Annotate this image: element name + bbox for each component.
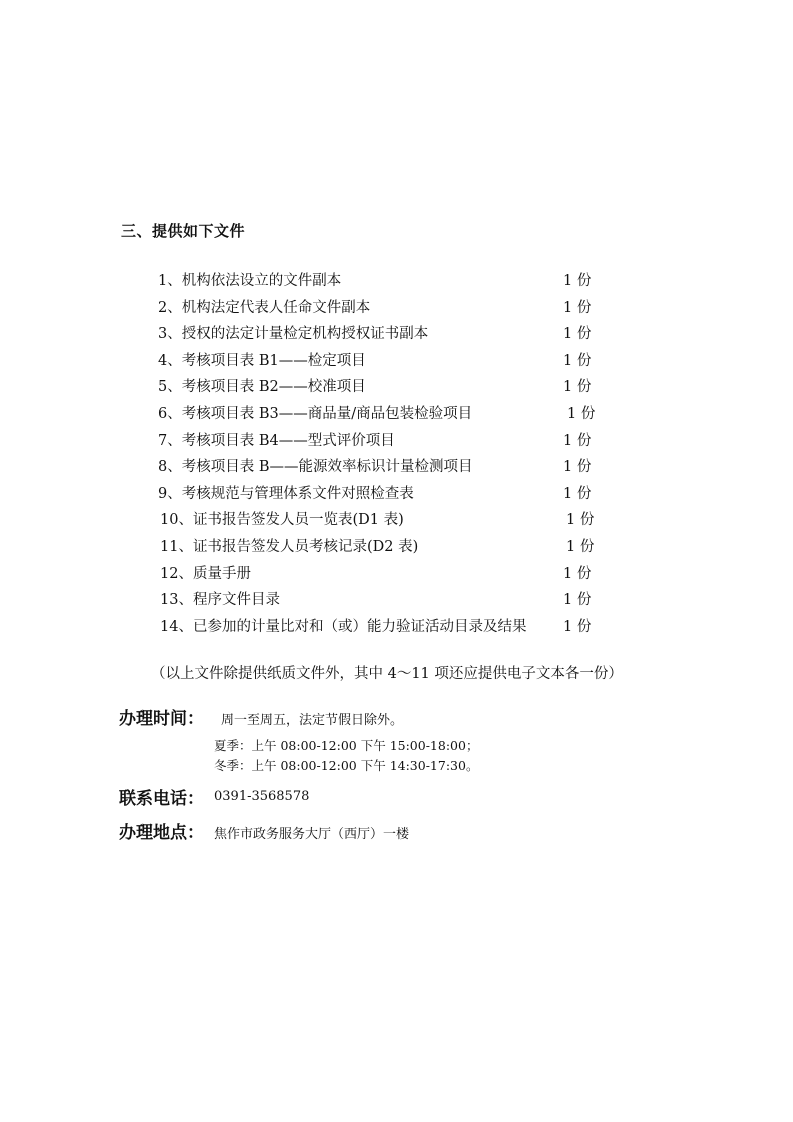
document-copies: 1 份 (563, 352, 592, 369)
summer-hours: 夏季：上午 08:00-12:00 下午 15:00-18:00； (214, 738, 479, 753)
list-item (158, 561, 618, 588)
list-item (158, 295, 618, 322)
document-copies: 1 份 (563, 565, 592, 582)
document-copies: 1 份 (563, 485, 592, 502)
list-item (158, 428, 618, 455)
document-name: 8、考核项目表 B——能源效率标识计量检测项目 (158, 459, 473, 476)
list-item (158, 348, 618, 375)
phone-number: 0391-3568578 (214, 789, 310, 804)
office-hours-label: 办理时间： (119, 709, 204, 729)
document-name: 1、机构依法设立的文件副本 (158, 273, 342, 289)
document-copies: 1 份 (563, 299, 592, 316)
list-item (158, 534, 618, 561)
document-copies: 1 份 (567, 405, 596, 422)
document-name: 6、考核项目表 B3——商品量/商品包装检验项目 (158, 405, 473, 422)
document-name: 3、授权的法定计量检定机构授权证书副本 (158, 326, 429, 343)
document-name: 4、考核项目表 B1——检定项目 (158, 352, 366, 369)
document-name: 10、证书报告签发人员一览表(D1 表) (160, 512, 404, 529)
document-copies: 1 份 (563, 273, 592, 289)
section-title: 三、提供如下文件 (121, 222, 246, 240)
electronic-copy-note: （以上文件除提供纸质文件外，其中 4～11 项还应提供电子文本各一份） (151, 666, 623, 682)
document-name: 12、质量手册 (160, 565, 251, 582)
list-item (158, 507, 618, 534)
document-name: 13、程序文件目录 (160, 592, 280, 609)
document-copies: 1 份 (563, 618, 592, 635)
document-copies: 1 份 (566, 538, 595, 555)
winter-hours: 冬季：上午 08:00-12:00 下午 14:30-17:30。 (214, 758, 479, 773)
office-hours-value: 周一至周五，法定节假日除外。 (221, 713, 404, 728)
document-name: 14、已参加的计量比对和（或）能力验证活动目录及结果 (160, 618, 527, 635)
document-copies: 1 份 (563, 379, 592, 396)
document-name: 5、考核项目表 B2——校准项目 (158, 379, 366, 396)
list-item (158, 374, 618, 401)
list-item (158, 614, 618, 641)
document-name: 9、考核规范与管理体系文件对照检查表 (158, 485, 414, 502)
location-label: 办理地点： (119, 823, 204, 843)
document-name: 2、机构法定代表人任命文件副本 (158, 299, 371, 316)
list-item (158, 268, 618, 295)
list-item (158, 401, 618, 428)
document-list (158, 268, 618, 640)
list-item (158, 454, 618, 481)
document-copies: 1 份 (563, 592, 592, 609)
document-copies: 1 份 (566, 512, 595, 529)
document-copies: 1 份 (563, 326, 592, 343)
location-address: 焦作市政务服务大厅（西厅）一楼 (214, 827, 410, 842)
phone-label: 联系电话： (119, 789, 204, 809)
document-copies: 1 份 (563, 432, 592, 449)
list-item (158, 587, 618, 614)
list-item (158, 321, 618, 348)
list-item (158, 481, 618, 508)
document-name: 7、考核项目表 B4——型式评价项目 (158, 432, 395, 449)
document-copies: 1 份 (563, 459, 592, 476)
document-name: 11、证书报告签发人员考核记录(D2 表) (160, 538, 419, 555)
